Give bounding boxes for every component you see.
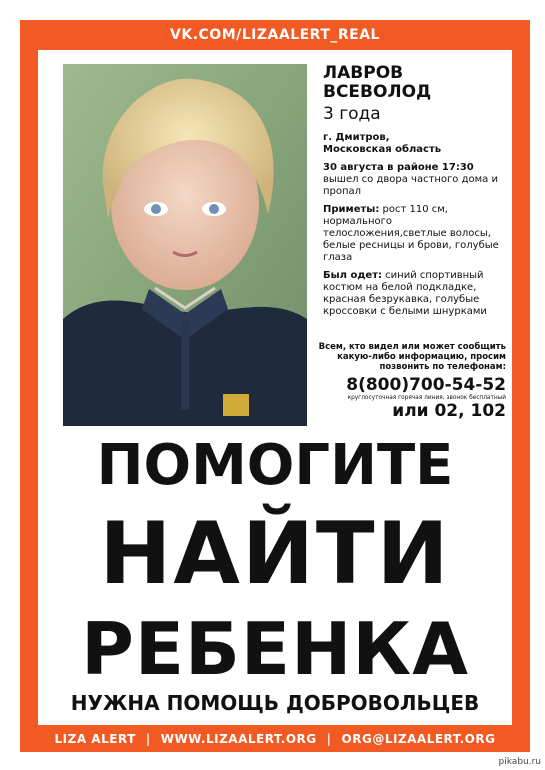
footer-sep-2: |	[326, 731, 332, 746]
footer-site[interactable]: WWW.LIZAALERT.ORG	[160, 731, 317, 746]
top-bar	[20, 20, 530, 50]
headline-line3: РЕБЕНКА	[81, 607, 469, 691]
footer-sep-1: |	[145, 731, 151, 746]
poster-panel	[38, 50, 512, 725]
signs-text: рост 110 см, нормального телосложения,светлые волосы, белые ресницы и брови, голубые глаза	[323, 204, 499, 263]
signs-label: Приметы:	[323, 204, 380, 215]
location-line1: г. Дмитров,	[323, 132, 390, 143]
location-line2: Московская область	[323, 144, 442, 155]
first-name: ВСЕВОЛОД	[323, 82, 432, 102]
signs	[323, 204, 507, 264]
when: 30 августа в районе 17:30	[323, 162, 474, 173]
vk-link[interactable]: VK.COM/LIZAALERT_REAL	[170, 27, 380, 43]
callout-lead: Всем, кто видел или может сообщить какую-либо информацию, просим позвонить по телефонам:	[318, 342, 506, 372]
footer-bar	[20, 725, 530, 752]
headline-line1: ПОМОГИТЕ	[96, 433, 454, 498]
poster-frame	[20, 20, 530, 752]
child-photo	[63, 64, 307, 426]
clothes-text: синий спортивный костюм на белой подкладке, красная безрукавка, голубые кроссовки с белыми шнурками	[323, 270, 487, 317]
footer-email[interactable]: ORG@LIZAALERT.ORG	[341, 731, 496, 746]
hotline-note: круглосуточная горячая линия, звонок бесплатный	[347, 395, 506, 401]
hotline-phone[interactable]: 8(800)700-54-52	[346, 375, 506, 395]
headline-line2: НАЙТИ	[99, 504, 451, 604]
watermark: pikabu.ru	[498, 757, 541, 767]
footer-org: LIZA ALERT	[54, 731, 136, 746]
contact-callout	[306, 342, 506, 421]
clothes-label: Был одет:	[323, 270, 382, 281]
last-name: ЛАВРОВ	[323, 63, 404, 83]
headline-sub: НУЖНА ПОМОЩЬ ДОБРОВОЛЬЦЕВ	[70, 691, 480, 715]
age: 3 года	[323, 104, 381, 124]
alt-phones[interactable]: или 02, 102	[392, 401, 506, 421]
person-info	[323, 64, 507, 318]
event: вышел со двора частного дома и пропал	[323, 174, 498, 197]
child-photo-illustration	[63, 64, 307, 426]
clothes	[323, 270, 507, 318]
